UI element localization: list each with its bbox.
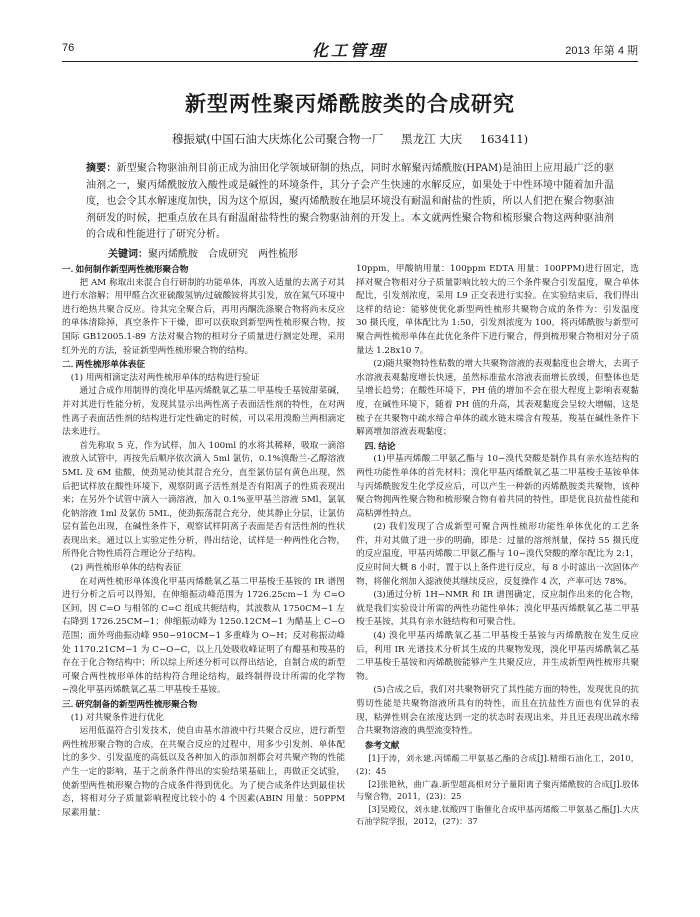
- issue-label: 2013 年第 4 期: [565, 45, 638, 57]
- subsection-title: (1) 用两相滴定法对两性梳形单体的结构进行验证: [70, 372, 260, 383]
- section-3-title: 三. 研究制备的新型两性梳形聚合物: [62, 699, 198, 709]
- abstract: [86, 161, 614, 244]
- author-postcode: 163411): [479, 132, 529, 146]
- conclusion-item: (4) 溴化甲基丙烯酰氧乙基二甲基梭壬基铵与丙烯酰胺在发生反应后，利用 IR 光谱技术分析其生成的共聚物发现，溴化甲基丙烯酰氧乙基二甲基梭壬基铵和丙烯酰胺能够产生共聚反应，并生成新型两性梳形共聚物。: [356, 631, 639, 682]
- paragraph: 通过合成作用制得的溴化甲基丙烯酰氧乙基二甲基梭壬基铵甜菜碱，并对其进行性能分析，发现其显示出两性离子表面活性剂的特性，在对两性离子表面活性剂的结构进行定性确定的时候，可以采用溴酚兰两相滴定法来进行。: [62, 386, 345, 438]
- reference-item: [2]张艳秋，曲广淼.新型超高相对分子量阳离子聚丙烯酰胺的合成[J].胶体与聚合物，2011，(23)：25: [356, 778, 639, 802]
- section-4-title: 四. 结论: [364, 440, 396, 451]
- conclusion-item: (2) 我们发现了合成新型可聚合两性梳形功能性单体优化的工艺条件，并对其做了进一步的明确，即是：过量的溶剂剂量，保持 55 摄氏度的反应温度，甲基丙烯酸二甲氨乙酯与 10−溴代癸酸的摩尔配比为 2:1，反应时间大概 8 小时，置于以上条件进行反应，每 8 小时滤出一次固体产物，将催化剂加入滤液使其继续反应，反复操作 4 次，产率可达 78%。: [356, 522, 639, 587]
- paragraph: (2)随共聚物特性粘数的增大共聚物溶液的表观黏度也会增大，去离子水溶液表观黏度增长快速，虽然标准盐水溶液表面增长放缓，但整体也是呈增长趋势；在酸性环境下，PH 值的增加不会在很大程度上影响表观黏度，在碱性环境下，随着 PH 值的升高，其表观黏度会呈较大增幅，这是梳子在共聚物中疏水缔合单体的疏水链末端含有羧基，羧基在碱性条件下解离增加溶液表观黏度；: [356, 359, 639, 438]
- author-line: [0, 131, 700, 147]
- section-2-title: 二. 两性梳形单体表征: [62, 359, 146, 370]
- author-affiliation: 穆振斌(中国石油大庆炼化公司聚合物一厂: [171, 132, 384, 146]
- keywords-line: [108, 245, 614, 260]
- paragraph: 首先称取 5 克，作为试样，加入 100ml 的水将其稀释，吸取一滴溶液放入试管中，再按先后顺序依次滴入 5ml 氯仿，0.1%溴酚兰-乙醇溶液 5ML 及 6M 盐酸，使劲晃动使其混合充分，直至氯仿层有黄色出现，然后把试样放在酸性环境下，观察阴离子活性剂是否有阳离子的性质表现出来；在另外个试管中滴入一滴溶液，加入 0.1%亚甲基兰溶液 5Ml，氯氧化钠溶液 1ml 及氯仿 5ML，使劲振荡混合充分，使其静止分层，让氯仿层有蓝色出现，在碱性条件下，观察试样阴离子表面是否有活性剂的性状表现出来。通过以上实验定性分析，得出结论，试样是一种两性化合物，所得化合物性质符合理论分子结构。: [62, 440, 345, 560]
- article-title: 新型两性聚丙烯酰胺类的合成研究: [185, 91, 515, 116]
- author-location: 黑龙江 大庆: [400, 132, 463, 146]
- paragraph: 运用低温符合引发技术，使自由基水溶液中行共聚合反应，进行新型两性梳形聚合物的合成，在共聚合反应的过程中，用多少引发剂、单体配比的多少、引发温度的高低以及各种加入的添加剂都会对共聚产物的性能产生一定的影响，基于之前条件得出的实验结果基础上，再做正交试验，使新型两性梳形聚合物的合成条件得到优化。为了使合成条件达到最佳状态，将相对分子质量影响程度比较小的 4 个因素(ABIN 用量：50PPM 尿素用量：: [62, 726, 345, 818]
- conclusion-item: (5)合成之后，我们对共聚物研究了其性能方面的特性，发现优良的抗剪切性能是共聚物溶液所具有的特性，而且在抗盐性方面也有优异的表现，粘弹性则会在浓度达到一定的状态时表现出来，并且还表现出疏水缔合共聚物溶液的典型流变特性。: [356, 685, 639, 737]
- conclusion-item: (1)甲基丙烯酸二甲氨乙酯与 10−溴代癸酸是制作具有亲水连结构的两性功能性单体的首先材料；溴化甲基丙烯酰氧乙基二甲基梭壬基铵单体与丙烯酰胺发生化学反应后，可以产生一种新的丙烯酰胺类共聚物，该种聚合物拥两性聚合物和梳形聚合物有着共同的特性，即是优良抗盐性能和高粘弹性特点。: [356, 454, 639, 519]
- references-title: 参考文献: [364, 739, 400, 750]
- keywords-label: 关键词：: [108, 249, 148, 260]
- left-column: [62, 263, 345, 820]
- abstract-label: 摘要：: [86, 163, 117, 174]
- subsection-title: (1) 对共聚条件进行优化: [70, 712, 164, 723]
- right-column: [356, 263, 639, 828]
- reference-item: [1]于涛，刘永建.丙烯酸二甲氨基乙酯的合成[J].精细石油化工，2010，(2)：45: [356, 753, 639, 776]
- paragraph: 把 AM 称取出来混合自行研制的功能单体，再放入适量的去离子对其进行水溶解；用甲醛合次亚硫酸氢钠/过硫酸铵将其引发，放在氮气环境中进行绝热共聚合反应。待其完全聚合后，再用丙酮洗涤聚合物将尚未反应的单体清除掉，真空条件下干燥，即可以获取到新型两性梳形聚合物，按国际 GB12005.1-89 方法对聚合物的相对分子质量进行测定处理，采用红外光的方法，验证新型两性梳形聚合物的结构。: [62, 277, 345, 356]
- page-header: [62, 38, 638, 60]
- conclusion-item: (3)通过分析 1H−NMR 和 IR 谱图确定，反应制作出来的化合物，就是我们实验设计所需的两性功能性单体；溴化甲基丙烯酰氧乙基二甲基梭壬基铵，其具有亲水链结构和可聚合性。: [356, 590, 639, 628]
- reference-item: [3]吴殿仪，刘永建.钛酸四丁脂催化合成甲基丙烯酸二甲氨基乙酯[J].大庆石油学院学报，2012，(27)：37: [356, 803, 639, 827]
- paragraph: 10ppm，甲酸钠用量：100ppm EDTA 用量：100PPM)进行固定，选择对聚合物相对分子质量影响比较大的三个条件聚合引发温度，聚合单体配比，引发剂浓度，采用 L9 正交表进行实验。在实验结束后，我们得出这样的结论：能够使优化新型两性梳形共聚物合成的条件为：引发温度 30 摄氏度，单体配比为 1:50，引发剂浓度为 100，将丙烯酰胺与新型可聚合两性梳形单体在此优化条件下进行聚合，得到梳形聚合物相对分子质量达 1.28x10 7。: [356, 264, 639, 356]
- page-number: 76: [62, 42, 75, 54]
- journal-name: 化工管理: [311, 41, 388, 60]
- subsection-title: (2) 两性梳形单体的结构表征: [70, 563, 182, 574]
- header-rule: [62, 61, 638, 62]
- keywords-text: 聚丙烯酰胺 合成研究 两性梳形: [148, 249, 298, 260]
- section-1-title: 一. 如何制作新型两性梳形聚合物: [62, 264, 189, 274]
- abstract-text: 新型聚合物驱油剂目前正成为油田化学领域研制的热点，同时水解聚丙烯酰胺(HPAM)是油田上应用最广泛的驱油剂之一，聚丙烯酰胺放入酸性或是碱性的环境条件，其分子会产生快速的水解反应，如果处于中性环境中随着加升温度，也会令其水解速度加快，因为这个原因，聚丙烯酰胺在地层环境没有耐温和耐盐的性质，所以人们把在聚合物驱油剂研发的时候，把重点放在具有耐温耐盐特性的聚合物驱油剂的开发上。本文就两性聚合物和梳形聚合物这两种驱油剂的合成和性能进行了研究分析。: [86, 163, 615, 240]
- paragraph: 在对两性梳形单体溴化甲基丙烯酰氧乙基二甲基梭壬基铵的 IR 谱图进行分析之后可以得知，在伸缩振动峰范围为 1726.25cm−1 为 C=O 区间，因 C=O 与相邻的 C=C 组成共轭结构，其波数从 1750CM−1 左右降到 1726.25CM−1；伸缩振动峰为 1250.12CM−1 为醋基上 C−O 范围；面外弯曲振动峰 950−910CM−1 多重峰为 O−H；反对称振动峰处 1170.21CM−1 为 C−O−C，以上几处吸收峰证明了有醋基和羧基的存在于化合物结构中；所以综上所述分析可以得出结论，自制合成的新型可聚合两性梳形单体的结构符合理论结构，最终制得设计所需的化学物−溴化甲基丙烯酰氧乙基二甲基梭壬基铵。: [62, 576, 345, 696]
